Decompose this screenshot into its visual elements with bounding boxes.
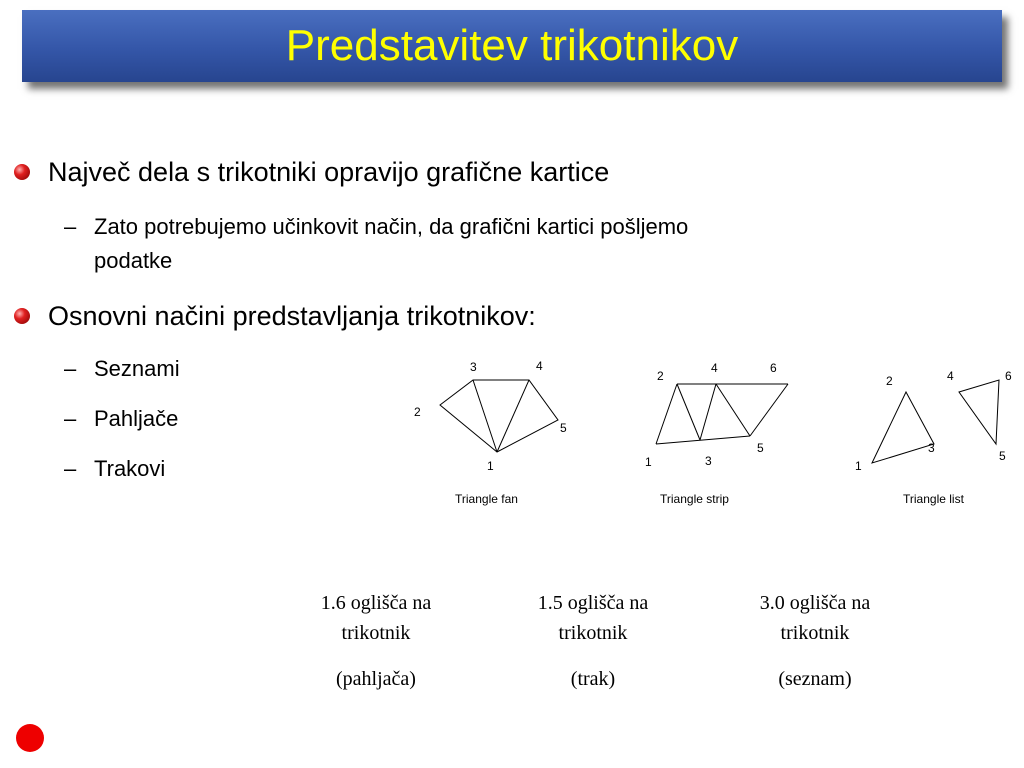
dash-marker: – [64,214,77,239]
slide-title: Predstavitev trikotnikov [285,21,739,70]
list-label-4: 4 [947,369,954,383]
fan-edge [473,380,497,452]
triangle-fan-diagram [440,380,558,452]
list-label-6: 6 [1005,369,1012,383]
caption-sub: (pahljača) [336,668,416,690]
strip-edge [677,384,700,440]
dash-marker: – [64,456,77,481]
strip-label-1: 1 [645,455,652,469]
caption-line: 1.5 oglišča na [537,592,649,614]
dash-marker: – [64,406,77,431]
fan-caption: Triangle fan [455,492,518,506]
bullet-2-text: Osnovni načini predstavljanja trikotnikov: [48,301,536,331]
strip-label-6: 6 [770,361,777,375]
strip-label-2: 2 [657,369,664,383]
red-dot-icon [16,724,44,752]
caption-line: 1.6 oglišča na [320,592,432,614]
fan-label-2: 2 [414,405,421,419]
caption-sub: (trak) [570,668,616,690]
fan-label-3: 3 [470,360,477,374]
caption-sub: (seznam) [778,668,852,690]
fan-vertex-labels [414,359,567,473]
list-label-3: 3 [928,441,935,455]
list-vertex-labels [855,369,1012,473]
strip-edge [700,384,716,440]
strip-label-4: 4 [711,361,718,375]
caption-strip [503,588,683,694]
bullet-1-text: Največ dela s trikotniki opravijo grafične kartice [48,157,610,187]
caption-line: 3.0 oglišča na [759,592,871,614]
sub-2-item-seznami: Seznami [94,356,180,381]
caption-line: trikotnik [558,622,628,644]
sub-2-item-trakovi: Trakovi [94,456,166,481]
list-label-1: 1 [855,459,862,473]
caption-line: trikotnik [780,622,850,644]
strip-edge [656,384,677,444]
fan-outline [440,380,558,452]
caption-line: trikotnik [341,622,411,644]
sub-2-item-pahljace: Pahljače [94,406,179,431]
caption-fan [286,588,466,694]
triangle-list-diagram [872,380,999,463]
list-triangle-1 [872,392,934,463]
strip-edge [656,436,750,444]
strip-edge [716,384,750,436]
sub-1-line-1: Zato potrebujemo učinkovit način, da grafični kartici pošljemo [94,214,689,239]
fan-label-1: 1 [487,459,494,473]
fan-label-4: 4 [536,359,543,373]
sub-1-line-2: podatke [94,248,173,273]
fan-edge [497,380,529,452]
strip-label-3: 3 [705,454,712,468]
list-caption: Triangle list [903,492,964,506]
strip-label-5: 5 [757,441,764,455]
caption-list [725,588,905,694]
fan-label-5: 5 [560,421,567,435]
list-label-5: 5 [999,449,1006,463]
strip-vertex-labels [645,361,777,469]
list-triangle-2 [959,380,999,444]
triangle-strip-diagram [656,384,788,444]
strip-edge [750,384,788,436]
dash-marker: – [64,356,77,381]
list-label-2: 2 [886,374,893,388]
strip-caption: Triangle strip [660,492,729,506]
